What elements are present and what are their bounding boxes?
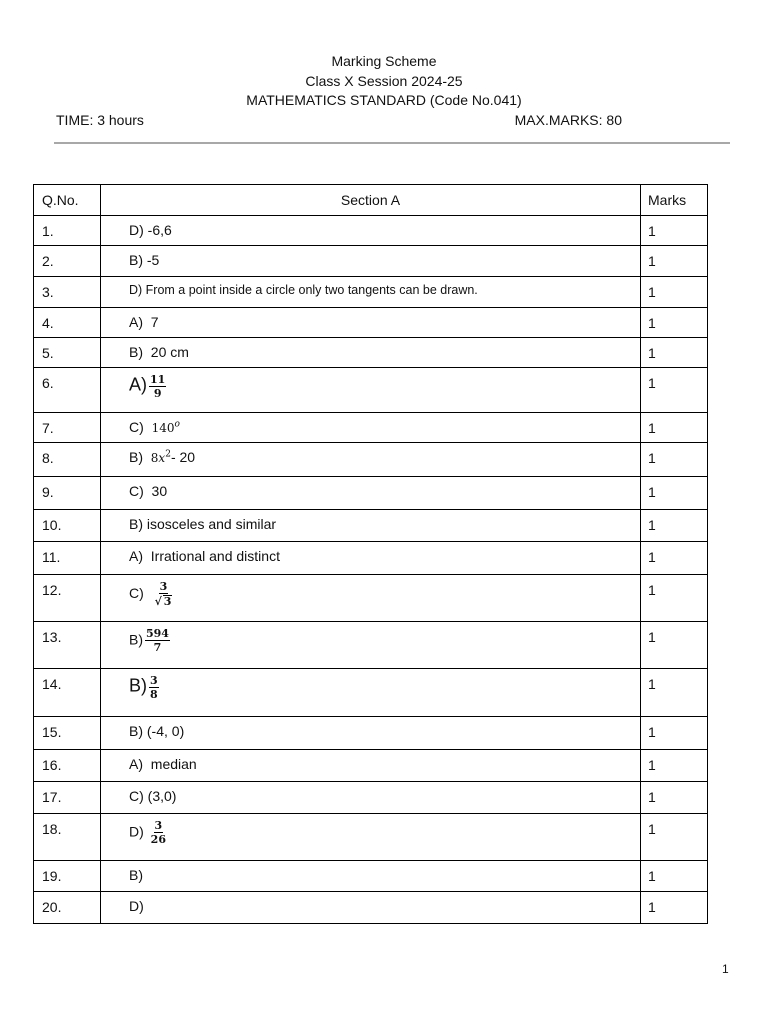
table-row xyxy=(34,477,708,510)
row-marks: 1 xyxy=(641,814,708,861)
table-row xyxy=(34,277,708,308)
row-marks: 1 xyxy=(641,246,708,277)
row-answer xyxy=(101,443,641,477)
row-answer xyxy=(101,413,641,443)
expression-rest: - 20 xyxy=(170,449,196,465)
table-row xyxy=(34,443,708,477)
table-row xyxy=(34,861,708,892)
table-row xyxy=(34,368,708,413)
row-marks: 1 xyxy=(641,277,708,308)
fraction-numerator: 3 xyxy=(150,674,158,687)
table-header-row xyxy=(34,185,708,216)
angle-value: 140 xyxy=(151,421,175,435)
row-answer: B) isosceles and similar xyxy=(101,510,641,542)
row-qno: 1. xyxy=(34,216,101,246)
answer-option: B) xyxy=(129,675,147,696)
fraction xyxy=(145,628,170,654)
table-row xyxy=(34,669,708,717)
row-marks: 1 xyxy=(641,338,708,368)
page-number: 1 xyxy=(722,962,729,976)
row-qno: 18. xyxy=(34,814,101,861)
max-marks-label: MAX.MARKS: 80 xyxy=(514,112,622,128)
row-marks: 1 xyxy=(641,782,708,814)
fraction-numerator: 3 xyxy=(154,819,163,832)
header-divider xyxy=(54,142,730,144)
row-answer xyxy=(101,622,641,669)
row-marks: 1 xyxy=(641,622,708,669)
answer-option: B) xyxy=(129,631,143,648)
table-row xyxy=(34,892,708,924)
row-qno: 7. xyxy=(34,413,101,443)
variable: x xyxy=(158,451,166,465)
row-marks: 1 xyxy=(641,308,708,338)
table-row xyxy=(34,413,708,443)
table-row xyxy=(34,575,708,622)
row-marks: 1 xyxy=(641,510,708,542)
row-qno: 20. xyxy=(34,892,101,924)
table-row xyxy=(34,338,708,368)
row-qno: 19. xyxy=(34,861,101,892)
degree-superscript: o xyxy=(174,419,180,430)
fraction xyxy=(149,675,159,701)
table-row xyxy=(34,308,708,338)
row-answer: D) xyxy=(101,892,641,924)
table-row xyxy=(34,750,708,782)
row-answer xyxy=(101,814,641,861)
header-marks: Marks xyxy=(641,185,708,216)
exponent: 2 xyxy=(165,449,171,460)
doc-session: Class X Session 2024-25 xyxy=(305,72,463,89)
row-qno: 10. xyxy=(34,510,101,542)
fraction xyxy=(150,820,167,846)
fraction-numerator: 594 xyxy=(146,627,169,640)
row-marks: 1 xyxy=(641,542,708,575)
row-qno: 16. xyxy=(34,750,101,782)
row-qno: 9. xyxy=(34,477,101,510)
row-answer: A) 7 xyxy=(101,308,641,338)
sqrt-radicand: 3 xyxy=(163,595,172,608)
row-qno: 8. xyxy=(34,443,101,477)
row-answer: C) 30 xyxy=(101,477,641,510)
row-marks: 1 xyxy=(641,443,708,477)
table-row xyxy=(34,542,708,575)
doc-subject: MATHEMATICS STANDARD (Code No.041) xyxy=(246,92,522,108)
row-answer xyxy=(101,669,641,717)
table-row xyxy=(34,717,708,750)
row-qno: 12. xyxy=(34,575,101,622)
fraction xyxy=(154,581,174,608)
fraction xyxy=(149,374,166,400)
table-row xyxy=(34,814,708,861)
row-answer: B) (-4, 0) xyxy=(101,717,641,750)
row-qno: 3. xyxy=(34,277,101,308)
row-marks: 1 xyxy=(641,216,708,246)
fraction-denominator: √ 3 xyxy=(154,595,172,608)
answer-option: A) xyxy=(129,374,147,395)
row-qno: 6. xyxy=(34,368,101,413)
fraction-denominator: 9 xyxy=(153,387,162,400)
table-row xyxy=(34,622,708,669)
row-marks: 1 xyxy=(641,575,708,622)
row-answer: C) (3,0) xyxy=(101,782,641,814)
row-marks: 1 xyxy=(641,892,708,924)
header-section: Section A xyxy=(101,185,641,216)
row-marks: 1 xyxy=(641,413,708,443)
marking-scheme-table xyxy=(33,184,708,924)
time-label: TIME: 3 hours xyxy=(56,112,144,128)
row-qno: 15. xyxy=(34,717,101,750)
row-answer: A) median xyxy=(101,750,641,782)
coefficient: 8 xyxy=(150,451,159,465)
answer-option: C) xyxy=(129,419,144,435)
row-answer xyxy=(101,575,641,622)
row-answer: A) Irrational and distinct xyxy=(101,542,641,575)
fraction-denominator: 8 xyxy=(150,688,158,701)
answer-option: D) xyxy=(129,823,144,840)
answer-option: B) xyxy=(129,449,143,465)
table-row xyxy=(34,510,708,542)
row-qno: 11. xyxy=(34,542,101,575)
header-qno: Q.No. xyxy=(34,185,101,216)
row-qno: 4. xyxy=(34,308,101,338)
document-header xyxy=(0,52,768,111)
row-qno: 2. xyxy=(34,246,101,277)
fraction-numerator: 11 xyxy=(150,373,166,386)
row-answer xyxy=(101,368,641,413)
row-marks: 1 xyxy=(641,717,708,750)
row-marks: 1 xyxy=(641,477,708,510)
fraction-denominator: 26 xyxy=(150,833,166,846)
table-row xyxy=(34,782,708,814)
row-answer: B) xyxy=(101,861,641,892)
fraction-denominator: 7 xyxy=(153,641,162,654)
doc-title: Marking Scheme xyxy=(331,53,437,69)
fraction-numerator: 3 xyxy=(159,580,168,593)
row-answer: D) -6,6 xyxy=(101,216,641,246)
row-answer: B) -5 xyxy=(101,246,641,277)
row-qno: 14. xyxy=(34,669,101,717)
row-qno: 5. xyxy=(34,338,101,368)
answer-option: C) xyxy=(129,585,144,602)
row-marks: 1 xyxy=(641,669,708,717)
row-marks: 1 xyxy=(641,861,708,892)
table-row xyxy=(34,216,708,246)
row-answer: D) From a point inside a circle only two tangents can be drawn. xyxy=(101,277,641,308)
table-row xyxy=(34,246,708,277)
row-marks: 1 xyxy=(641,368,708,413)
row-marks: 1 xyxy=(641,750,708,782)
row-qno: 13. xyxy=(34,622,101,669)
row-qno: 17. xyxy=(34,782,101,814)
row-answer: B) 20 cm xyxy=(101,338,641,368)
